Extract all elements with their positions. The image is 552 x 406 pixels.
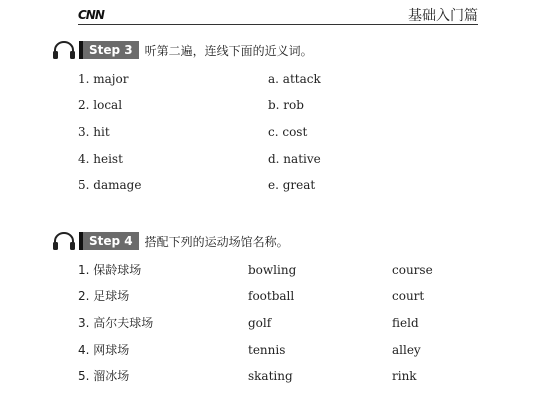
headphone-icon [52,231,76,251]
step4-venue-type: alley [392,343,421,357]
step4-venue-cn: 4. 网球场 [78,343,130,357]
step3-left-item: 2. local [78,98,123,112]
step4-sport: tennis [248,343,286,357]
step3-heading [52,40,313,60]
step4-venue-cn: 2. 足球场 [78,289,130,303]
step3-right-item: b. rob [268,98,304,112]
headphone-icon [52,40,76,60]
step4-sport: skating [248,369,293,383]
step4-sport: football [248,289,295,303]
step4-sport: golf [248,316,272,330]
step4-venue-type: rink [392,369,417,383]
step4-venue-cn: 3. 高尔夫球场 [78,316,154,330]
step3-right-item: c. cost [268,125,308,139]
step4-sport: bowling [248,263,297,277]
step3-right-item: d. native [268,152,321,166]
step4-venue-type: field [392,316,419,330]
step4-venue-cn: 1. 保龄球场 [78,263,142,277]
step3-right-item: a. attack [268,72,321,86]
step4-badge: Step 4 [79,232,139,250]
step4-venue-type: court [392,289,425,303]
step3-left-item: 5. damage [78,178,142,192]
cnn-logo: CNN [78,8,104,22]
step3-right-item: e. great [268,178,316,192]
step4-venue-type: course [392,263,433,277]
page-header [78,4,478,25]
step3-left-item: 3. hit [78,125,110,139]
step3-left-item: 4. heist [78,152,123,166]
step4-instruction: 搭配下列的运动场馆名称。 [144,234,289,249]
step4-heading [52,231,289,251]
step3-instruction: 听第二遍，连线下面的近义词。 [144,43,313,58]
step3-left-item: 1. major [78,72,129,86]
step4-venue-cn: 5. 溜冰场 [78,369,130,383]
section-title: 基础入门篇 [408,8,478,24]
step3-badge: Step 3 [79,41,139,59]
